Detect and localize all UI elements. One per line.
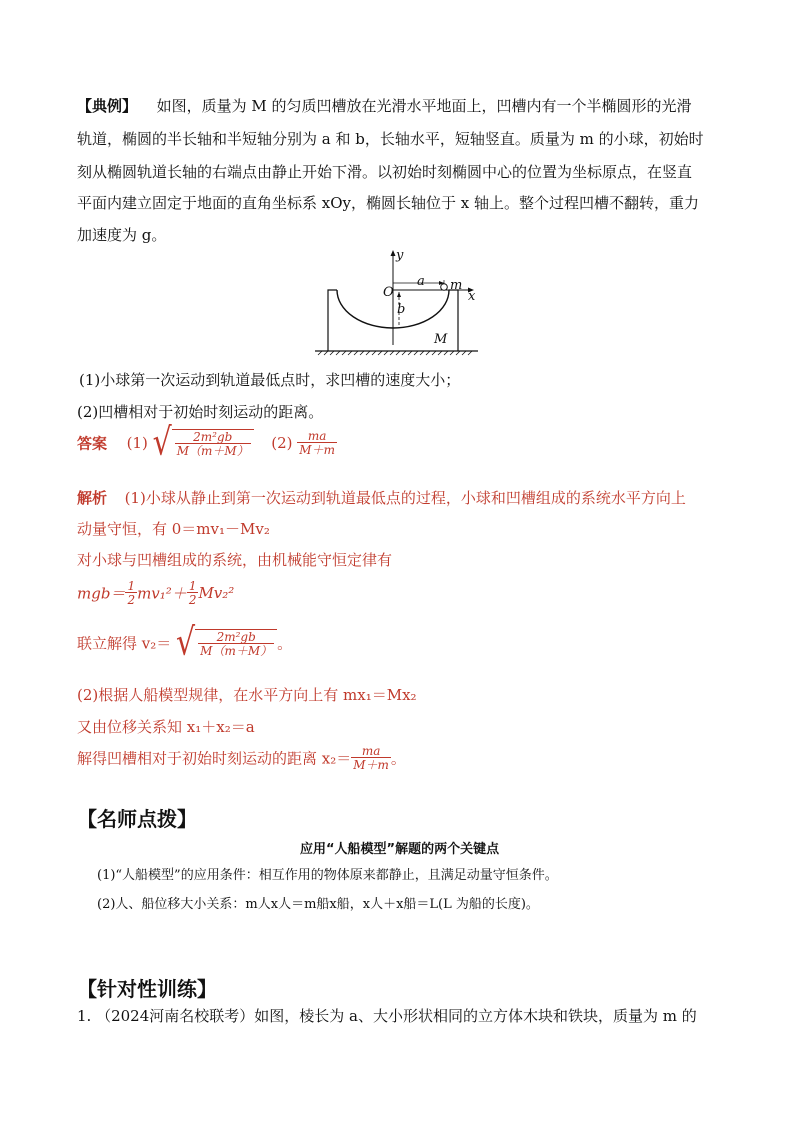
figure-label-m: m [450, 278, 463, 293]
figure-label-x: x [468, 289, 476, 304]
example-line-2: 轨道，椭圆的半长轴和半短轴分别为 a 和 b，长轴水平，短轴竖直。质量为 m 的小球，初始时 [77, 130, 704, 148]
example-line-4: 平面内建立固定于地面的直角坐标系 xOy，椭圆长轴位于 x 轴上。整个过程凹槽不翻转，重力 [77, 194, 699, 212]
tips-title: 【名师点拨】 [77, 807, 197, 831]
tips-point-2: (2)人、船位移大小关系：m人x人＝m船x船，x人＋x船＝L(L 为船的长度)。 [97, 897, 539, 912]
analysis-label: 解析 [77, 489, 108, 507]
figure-label-O: O [383, 285, 394, 300]
analysis-line-2: 动量守恒，有 0＝mv₁－Mv₂ [77, 520, 270, 538]
analysis-line-4: mgb＝ $\frac{1}{2}$ mv₁²＋ $\frac{1}{2}$ Mv₂² [77, 579, 235, 607]
analysis-line-5: 联立解得 v₂＝ √ $\frac{\text{2m²gb}}{M(m+M)}$ 。 [77, 620, 293, 665]
answer-part-2: (2) [271, 434, 293, 452]
analysis-text-1: (1)小球从静止到第一次运动到轨道最低点的过程，小球和凹槽组成的系统水平方向上 [124, 489, 686, 507]
analysis-line-3: 对小球与凹槽组成的系统，由机械能守恒定律有 [77, 551, 393, 569]
tips-point-1: (1)“人船模型”的应用条件：相互作用的物体原来都静止，且满足动量守恒条件。 [97, 868, 558, 883]
figure-label-a: a [417, 274, 425, 289]
figure-label-M: M [434, 332, 448, 347]
answer-label: 答案 [77, 434, 108, 453]
example-line-1 [77, 95, 691, 116]
analysis-line-8: 解得凹槽相对于初始时刻运动的距离 x₂＝ $\frac{ma}{M+m}$ 。 [77, 744, 406, 772]
analysis-line-6: (2)根据人船模型规律，在水平方向上有 mx₁＝Mx₂ [77, 686, 417, 704]
answer-line [77, 420, 337, 465]
answer-1-root: √ $\frac{\text{2m²gb}}{M(m+M)}$ [153, 428, 254, 458]
question-1: (1)小球第一次运动到轨道最低点时，求凹槽的速度大小； [79, 371, 461, 389]
training-title: 【针对性训练】 [77, 977, 217, 1001]
answer-part-1: (1) [126, 434, 148, 452]
example-tag: 【典例】 [77, 97, 138, 115]
training-question-1: 1. （2024河南名校联考）如图，棱长为 a、大小形状相同的立方体木块和铁块，质量为 m 的 [77, 1007, 697, 1025]
analysis-line-7: 又由位移关系知 x₁＋x₂＝a [77, 718, 255, 736]
example-line-3: 刻从椭圆轨道长轴的右端点由静止开始下滑。以初始时刻椭圆中心的位置为坐标原点，在竖直 [77, 163, 693, 181]
figure-label-b: b [397, 302, 406, 317]
tips-subtitle: 应用“人船模型”解题的两个关键点 [300, 842, 500, 857]
analysis-line-1 [77, 487, 686, 508]
question-2: (2)凹槽相对于初始时刻运动的距离。 [77, 403, 324, 421]
example-line-5: 加速度为 g。 [77, 226, 167, 244]
example-text-1: 如图，质量为 M 的匀质凹槽放在光滑水平地面上，凹槽内有一个半椭圆形的光滑 [156, 97, 692, 115]
answer-2-fraction: $\frac{ma}{M+m}$ [299, 429, 335, 457]
figure-label-y: y [396, 248, 404, 263]
